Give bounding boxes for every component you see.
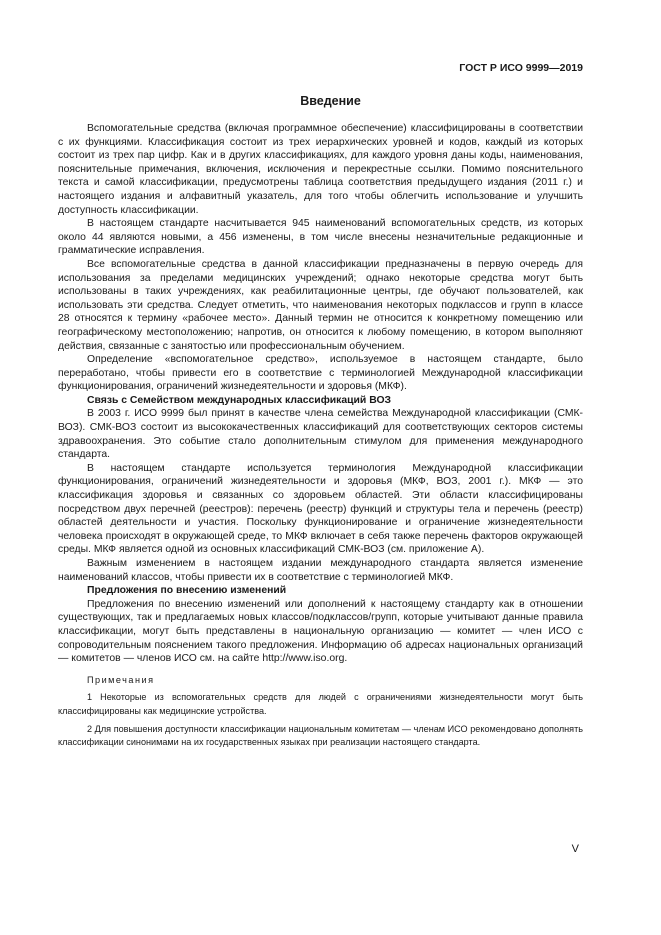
section-title: Введение	[300, 94, 361, 108]
note-item: 1 Некоторые из вспомогательных средств для людей с ограничениями жизнедеятельности могут быть классифицированы как медицинские устройства.	[58, 692, 583, 716]
standard-designation: ГОСТ Р ИСО 9999—2019	[459, 62, 583, 74]
note-item: 2 Для повышения доступности классификации национальным комитетам — членам ИСО рекомендовано дополнять классификации синонимами на их государственных языках при реализации настоящего стандарта.	[58, 723, 583, 748]
paragraph: В настоящем стандарте используется терминология Международной классификации функционирования, ограничений жизнедеятельности и здоровья (МКФ, ВОЗ, 2001 г.). МКФ — это классификация здоровья и связанных со здоровьем областей. Эти области классифицированы посредством двух перечней (реестров): перечень (реестр) функций и структуры тела и перечень (реестр) областей деятельности и участия. Поскольку функционирование и ограничение жизнедеятельности человека происходят в окружающей среде, то МКФ включает в себя также перечень факторов окружающей среды. МКФ является одной из основных классификаций СМК-ВОЗ (см. приложение А).	[58, 462, 583, 556]
paragraph: Определение «вспомогательное средство», используемое в настоящем стандарте, было переработано, чтобы привести его в соответствие с терминологией Международной классификации функционирования, ограничений жизнедеятельности и здоровья (МКФ).	[58, 354, 583, 393]
paragraph: В 2003 г. ИСО 9999 был принят в качестве члена семейства Международной классификации (СМК-ВОЗ). СМК-ВОЗ состоит из высококачественных классификаций для соответствующих секторов системы здравоохранения. Это событие стало дополнительным стимулом для применения международного стандарта.	[58, 408, 583, 461]
notes-block	[58, 674, 583, 750]
page-number: V	[571, 843, 579, 855]
subheading-who-family: Связь с Семейством международных классификаций ВОЗ	[87, 394, 392, 406]
paragraph: В настоящем стандарте насчитывается 945 наименований вспомогательных средств, из которых около 44 являются новыми, а 456 изменены, в том числе внесены незначительные редакционные и грамматические исправления.	[58, 218, 583, 257]
paragraph: Вспомогательные средства (включая программное обеспечение) классифицированы в соответствии с их функциями. Классификация состоит из трех иерархических уровней и кодов, каждый из которых состоит из трех пар цифр. Как и в других классификациях, для каждого уровня даны коды, наименования, пояснительные примечания, включения, исключения и перекрестные ссылки. Помимо пояснительного текста и самой классификации, предусмотрены таблица соответствия предыдущего издания (2011 г.) и настоящего издания и алфавитный указатель, для того чтобы облегчить использование и улучшить доступность классификации.	[58, 123, 583, 216]
document-body	[58, 122, 583, 755]
paragraph: Все вспомогательные средства в данной классификации предназначены в первую очередь для использования за пределами медицинских учреждений; однако некоторые средства могут быть использованы в таких учреждениях, как реабилитационные центры, где обучают пользователей, как использовать эти средства. Следует отметить, что наименования некоторых подклассов и групп в классе 28 относятся к термину «рабочее место». Данный термин не относится к конкретному помещению или географическому местоположению; напротив, он относится к любому помещению, в котором выполняют действия, связанные с занятостью или профессиональным обучением.	[58, 258, 583, 352]
paragraph: Важным изменением в настоящем издании международного стандарта является изменение наименований классов, чтобы привести их в соответствие с терминологией МКФ.	[58, 558, 583, 583]
paragraph: Предложения по внесению изменений или дополнений к настоящему стандарту как в отношении существующих, так и предлагаемых новых классов/подклассов/групп, которые учитывают данные правила классификации, могут быть представлены в национальную организацию — комитет — член ИСО с сопроводительным пояснением такого предложения. Информацию об адресах национальных организаций — комитетов — членов ИСО см. на сайте http://www.iso.org.	[58, 598, 583, 665]
notes-title: Примечания	[87, 674, 155, 685]
subheading-change-proposals: Предложения по внесению изменений	[87, 585, 287, 597]
